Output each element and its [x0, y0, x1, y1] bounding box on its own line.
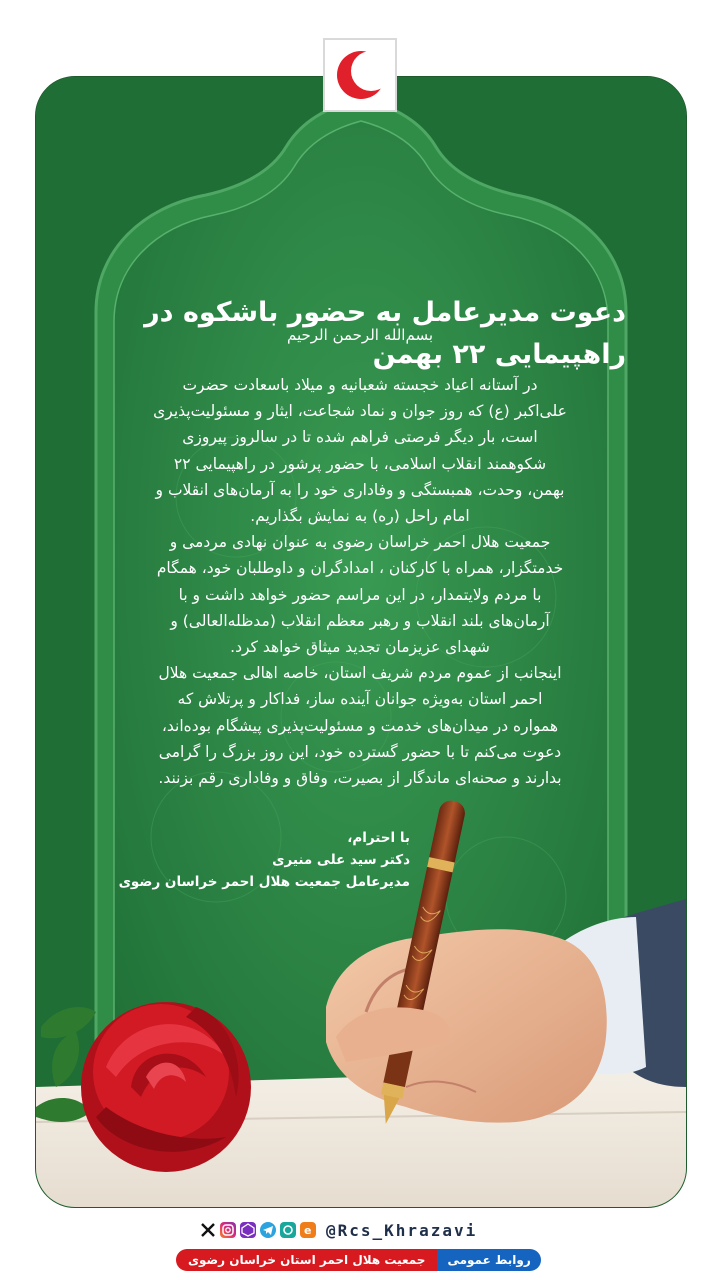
- body-line: در آستانه اعیاد خجسته شعبانیه و میلاد باسعادت حضرت: [182, 376, 538, 394]
- crescent-icon: [325, 40, 395, 110]
- social-row: [200, 1218, 477, 1242]
- x-icon[interactable]: [200, 1222, 216, 1238]
- body-line: با مردم ولایتمدار، در این مراسم حضور خواهد داشت و با: [178, 585, 542, 604]
- rose-image: [81, 1002, 251, 1172]
- signature-name: دکتر سید علی منیری: [272, 852, 410, 868]
- red-crescent-logo: [323, 38, 397, 112]
- body-line: بهمن، وحدت، همبستگی و وفاداری خود را به آرمان‌های انقلاب و: [155, 480, 565, 499]
- signature-closing: با احترام،: [347, 830, 410, 846]
- signature-position: مدیرعامل جمعیت هلال احمر خراسان رضوی: [118, 874, 410, 890]
- organization-label: جمعیت هلال احمر استان خراسان رضوی: [176, 1249, 437, 1271]
- telegram-icon[interactable]: [260, 1222, 276, 1238]
- rubika-icon[interactable]: [240, 1222, 256, 1238]
- title-line-1: دعوت مدیرعامل به حضور باشکوه در: [144, 297, 626, 328]
- footer-bar: [176, 1249, 541, 1271]
- body-line: احمر استان به‌ویژه جوانان آینده ساز، فداکار و پرتلاش که: [177, 690, 543, 709]
- body-line: اینجانب از عموم مردم شریف استان، خاصه اهالی جمعیت هلال: [158, 664, 562, 683]
- body-line: آرمان‌های بلند انقلاب و رهبر معظم انقلاب (مدظله‌العالی) و: [170, 611, 550, 630]
- public-relations-label: روابط عمومی: [437, 1249, 540, 1271]
- invitation-body: [80, 372, 640, 791]
- title-line-2: راهپیمایی ۲۲ بهمن: [372, 339, 626, 370]
- body-line: جمعیت هلال احمر خراسان رضوی به عنوان نهادی مردمی و: [169, 533, 551, 552]
- body-line: امام راحل (ره) به نمایش بگذاریم.: [250, 507, 470, 526]
- svg-text:e: e: [304, 1224, 312, 1237]
- body-line: خدمتگزار، همراه با کارکنان ، امدادگران و داوطلبان خود، همگام: [156, 559, 564, 578]
- body-line: شهدای عزیزمان تجدید میثاق خواهد کرد.: [230, 638, 490, 657]
- instagram-icon[interactable]: [220, 1222, 236, 1238]
- body-line: همواره در میدان‌های خدمت و مسئولیت‌پذیری پیشگام بوده‌اند،: [161, 716, 559, 735]
- social-handle[interactable]: @Rcs_Khrazavi: [326, 1220, 478, 1240]
- signature-block: [118, 827, 410, 893]
- body-line: است، بار دیگر فرصتی فراهم شده تا در سالروز پیروزی: [182, 428, 538, 447]
- eitaa-icon[interactable]: [300, 1222, 316, 1238]
- body-line: علی‌اکبر (ع) که روز جوان و نماد شجاعت، ایثار و مسئولیت‌پذیری: [153, 402, 567, 421]
- body-line: بدارند و صحنه‌ای ماندگار از بصیرت، وفاق و وفاداری رقم بزنند.: [158, 769, 562, 788]
- body-line: شکوهمند انقلاب اسلامی، با حضور پرشور در راهپیمایی ۲۲: [173, 454, 547, 473]
- body-line: دعوت می‌کنم تا با حضور گسترده خود، این روز بزرگ را گرامی: [158, 742, 562, 761]
- basmala-text: بسم‌الله الرحمن الرحیم: [287, 326, 433, 344]
- bale-icon[interactable]: [280, 1222, 296, 1238]
